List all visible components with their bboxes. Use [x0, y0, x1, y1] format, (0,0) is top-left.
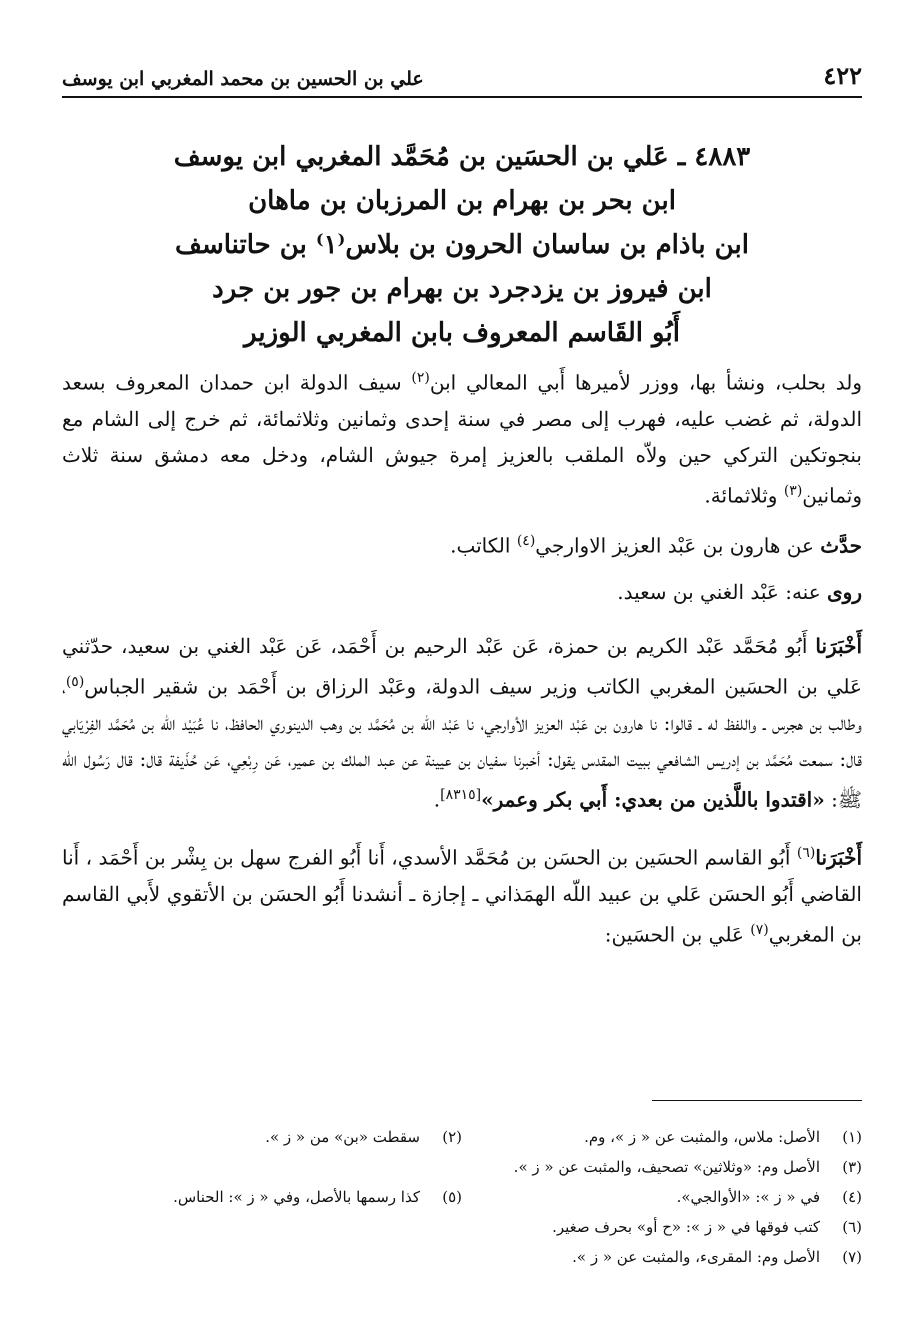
isnad-paragraph-1 — [62, 628, 862, 817]
footnote-4 — [462, 1182, 862, 1212]
footnote-text: سقطت «بن» من « ز ». — [265, 1128, 420, 1146]
entry-heading — [90, 135, 834, 355]
footnote-number: (٥) — [442, 1188, 462, 1206]
footnote-ref-2: (٢) — [411, 370, 430, 386]
isnad-text: عَلي بن الحسَين: — [604, 922, 751, 947]
biography-paragraph — [62, 360, 862, 513]
bio-text: سيف الدولة ابن حمدان المعروف بسعد الدولة، ثم غضب عليه، فهرب إلى مصر في سنة إحدى وثمانين وثلاثمائة، ثم خرج إلى الشام مع بنجوتكين التركي حين ولاّه الملقب بالعزيز إمرة جيوش الشام، ودخل معه دمشق سنة ثلاث وثمانين — [62, 370, 863, 508]
paragraph-text: عن هارون بن عَبْد العزيز الاوارجي — [535, 533, 821, 558]
footnote-2 — [62, 1122, 462, 1152]
footnote-number: (٢) — [442, 1128, 462, 1146]
footnote-text: الأصل وم: المقرىء، والمثبت عن « ز ». — [572, 1248, 820, 1266]
paragraph-text: عنه: عَبْد الغني بن سعيد. — [617, 579, 828, 604]
isnad-text: أَبُو القاسم الحسَين بن الحسَن بن مُحَمَّد الأسدي، أَنا أَبُو الفرج سهل بن بِشْر بن أَحْمَد ، أَنا القاضي أَبُو الحسَن عَلي بن عبيد اللّه الهمَذاني ـ إجازة ـ أنشدنا أَبُو الحسَن بن الأتقوي لأَبي القاسم بن المغربي — [62, 845, 862, 947]
footnote-ref-5: (٥) — [65, 673, 85, 690]
isnad-text: . — [433, 787, 441, 812]
footnote-number: (٧) — [842, 1248, 862, 1266]
footnote-3 — [62, 1152, 862, 1182]
footnote-text: الأصل وم: «وثلاثين» تصحيف، والمثبت عن « ز ». — [513, 1158, 820, 1176]
footnote-number: (١) — [842, 1128, 862, 1146]
heading-line-3: ابن باذام بن ساسان الحرون بن بلاس⁽١⁾ بن حاتناسف — [175, 230, 749, 260]
footnote-5 — [62, 1182, 462, 1212]
transmitted-from-paragraph — [62, 523, 862, 564]
isnad-text: أَبُو مُحَمَّد عَبْد الكريم بن حمزة، عَن عَبْد الرحيم بن أَحْمَد، عَن عَبْد الغني بن سعيد، حدّثني عَلي بن الحسَين المغربي الكاتب وزير سيف الدولة، وعَبْد الرزاق بن أَحْمَد بن شقير الجباس — [62, 633, 862, 699]
footnote-text: كتب فوقها في « ز »: «ح أو» بحرف صغير. — [552, 1218, 820, 1236]
paragraph-text: الكاتب. — [450, 533, 517, 558]
footnote-ref-6: (٦) — [796, 845, 816, 862]
footnote-row — [62, 1122, 862, 1152]
footnote-number: (٤) — [842, 1188, 862, 1206]
heading-line-4: ابن فيروز بن يزدجرد بن بهرام بن جور بن جرد — [212, 274, 712, 304]
footnote-ref-3: (٣) — [783, 482, 803, 499]
footnote-text: كذا رسمها بالأصل، وفي « ز »: الحناس. — [173, 1188, 420, 1206]
running-title: علي بن الحسين بن محمد المغربي ابن يوسف — [62, 68, 424, 90]
footnote-row — [62, 1182, 862, 1212]
footnote-text: الأصل: ملاس، والمثبت عن « ز »، وم. — [584, 1128, 820, 1146]
running-header — [62, 58, 862, 98]
isnad-paragraph-2 — [62, 835, 862, 952]
isnad-text: ، وطالب بن هجرس ـ واللفظ له ـ قالوا: نا هارون بن عَبْد العزيز الأوارجي، نا عَبْد اللّه بن مُحَمَّد بن وهب الدينوري الحافظ، نا عُبَيْد اللّه بن مُحَمَّد الفِرْيَابي قال: سمعت مُحَمَّد بن إدريس الشافعي ببيت المقدس يقول: أخبرنا سفيان بن عيينة عن عبد الملك بن عمير، عَن رِبْعِي، عَن حُذَيفة قال: قال رَسُول اللّه ﷺ: — [62, 674, 862, 812]
footnote-1 — [462, 1122, 862, 1152]
lead-word: روى — [827, 579, 862, 604]
hadith-quote: «اقتدوا باللَّذين من بعدي: أَبي بكر وعمر» — [481, 787, 825, 812]
footnote-number: (٦) — [842, 1218, 862, 1236]
bio-text: ولد بحلب، ونشأ بها، ووزر لأميرها أَبي المعالي ابن — [429, 370, 862, 395]
body-text — [62, 360, 862, 953]
hadith-number: [٨٣١٥] — [440, 786, 482, 803]
lead-word: حدَّث — [820, 533, 862, 558]
page-number: ٤٢٢ — [823, 61, 862, 90]
heading-line-5: أَبُو القَاسم المعروف بابن المغربي الوزير — [244, 318, 680, 348]
footnote-ref-4: (٤) — [516, 533, 536, 550]
footnote-6 — [62, 1212, 862, 1242]
lead-word: أَخْبَرَنا — [815, 633, 862, 658]
heading-line-2: ابن بحر بن بهرام بن المرزبان بن ماهان — [248, 186, 676, 216]
footnote-divider — [652, 1100, 862, 1101]
footnote-7 — [62, 1242, 862, 1272]
footnote-text: في « ز »: «الأوالجي». — [676, 1188, 820, 1206]
footnote-ref-7: (٧) — [750, 921, 769, 938]
footnotes — [62, 1122, 862, 1272]
heading-line-1: ٤٨٨٣ ـ عَلي بن الحسَين بن مُحَمَّد المغربي ابن يوسف — [173, 142, 751, 172]
footnote-number: (٣) — [842, 1158, 862, 1176]
lead-word: أَخْبَرَنا — [815, 845, 862, 870]
bio-text: وثلاثمائة. — [704, 483, 784, 508]
narrated-by-paragraph — [62, 574, 862, 610]
